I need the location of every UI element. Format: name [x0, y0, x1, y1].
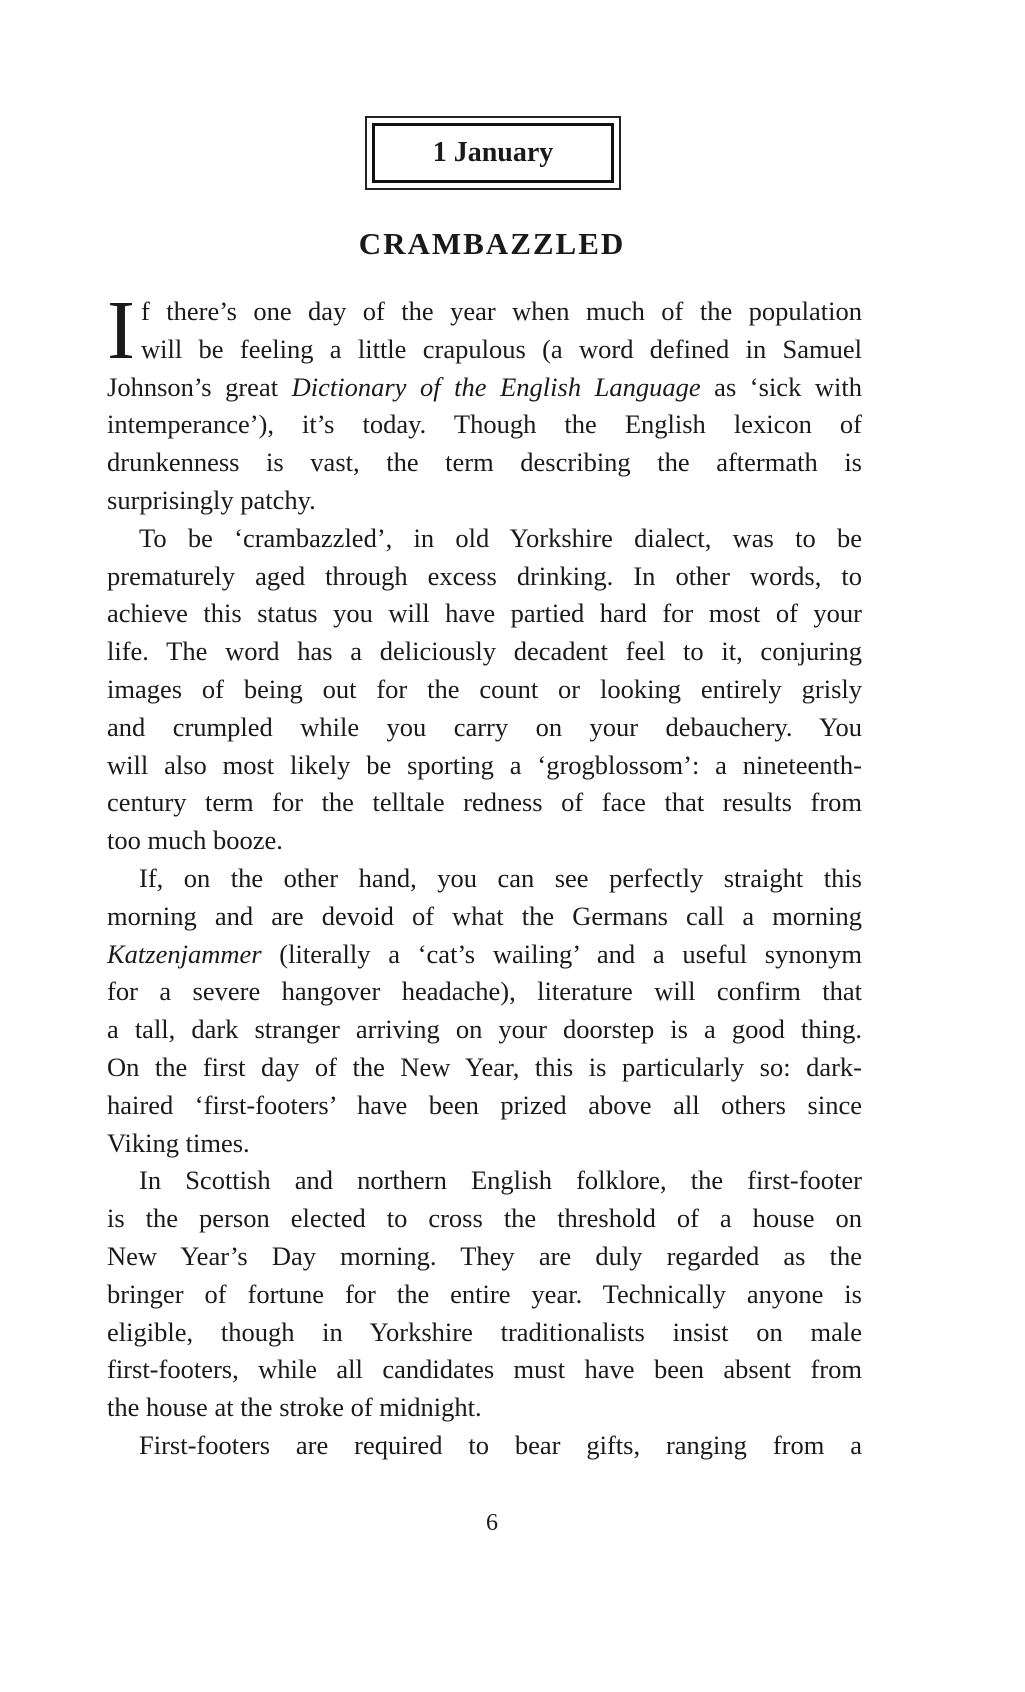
- text-line: [107, 293, 862, 331]
- text-span: In Scottish and northern English folklore, the first-footer: [139, 1165, 862, 1196]
- text-line: [107, 671, 862, 709]
- paragraph: [107, 284, 862, 520]
- text-span: and crumpled while you carry on your debauchery. You: [107, 711, 862, 742]
- text-span: the house at the stroke of midnight.: [107, 1392, 482, 1423]
- text-span: morning and are devoid of what the Germans call a morning: [107, 900, 862, 931]
- text-line: [107, 1200, 862, 1238]
- text-span: surprisingly patchy.: [107, 484, 316, 515]
- italic-text: Dictionary of the English Language: [291, 371, 701, 402]
- text-line: [107, 936, 862, 974]
- text-line: [107, 822, 862, 860]
- italic-text: Katzenjammer: [107, 938, 262, 969]
- text-span: is the person elected to cross the threshold of a house on: [107, 1203, 862, 1234]
- text-span: intemperance’), it’s today. Though the English lexicon of: [107, 409, 862, 440]
- paragraph: [107, 860, 862, 1162]
- page-number: 6: [486, 1510, 498, 1536]
- text-line: [107, 1125, 862, 1163]
- text-line: [107, 482, 862, 520]
- text-line: [107, 709, 862, 747]
- text-span: drunkenness is vast, the term describing the aftermath is: [107, 447, 862, 478]
- text-line: [107, 406, 862, 444]
- text-line: [107, 331, 862, 369]
- text-line: [107, 1389, 862, 1427]
- paragraph: [107, 1427, 862, 1465]
- entry-title: CRAMBAZZLED: [358, 226, 626, 261]
- text-line: [107, 1238, 862, 1276]
- text-span: Viking times.: [107, 1127, 250, 1158]
- text-span: bringer of fortune for the entire year. Technically anyone is: [107, 1278, 862, 1309]
- text-span: as ‘sick with: [700, 371, 862, 402]
- text-line: [107, 1276, 862, 1314]
- text-span: first-footers, while all candidates must have been absent from: [107, 1354, 862, 1385]
- text-line: [107, 1427, 862, 1465]
- text-span: haired ‘first-footers’ have been prized above all others since: [107, 1089, 862, 1120]
- text-line: [107, 860, 862, 898]
- text-line: [107, 1162, 862, 1200]
- date-heading: 1 January: [372, 123, 614, 183]
- text-span: for a severe hangover headache), literature will confirm that: [107, 976, 862, 1007]
- text-line: [107, 520, 862, 558]
- text-span: images of being out for the count or looking entirely grisly: [107, 673, 862, 704]
- text-span: achieve this status you will have partied hard for most of your: [107, 598, 862, 629]
- text-line: [107, 973, 862, 1011]
- text-span: will also most likely be sporting a ‘grogblossom’: a nineteenth-: [107, 749, 862, 780]
- text-span: life. The word has a deliciously decadent feel to it, conjuring: [107, 636, 862, 667]
- text-line: [107, 369, 862, 407]
- text-span: To be ‘crambazzled’, in old Yorkshire dialect, was to be: [139, 522, 862, 553]
- text-line: [107, 747, 862, 785]
- text-span: century term for the telltale redness of face that results from: [107, 787, 862, 818]
- text-span: too much booze.: [107, 825, 283, 856]
- text-line: [107, 1049, 862, 1087]
- text-span: f there’s one day of the year when much of the population: [141, 296, 862, 326]
- text-span: prematurely aged through excess drinking. In other words, to: [107, 560, 862, 591]
- text-span: First-footers are required to bear gifts, ranging from a: [139, 1429, 862, 1460]
- text-line: [107, 1351, 862, 1389]
- text-line: [107, 1314, 862, 1352]
- text-span: Johnson’s great: [107, 371, 292, 402]
- text-span: (literally a ‘cat’s wailing’ and a useful synonym: [261, 938, 862, 969]
- text-line: [107, 784, 862, 822]
- drop-cap: I: [107, 284, 135, 377]
- text-line: [107, 898, 862, 936]
- text-span: a tall, dark stranger arriving on your doorstep is a good thing.: [107, 1014, 862, 1045]
- body-text: [107, 284, 862, 1465]
- text-span: On the first day of the New Year, this is particularly so: dark-: [107, 1051, 862, 1082]
- text-line: [107, 633, 862, 671]
- text-line: [107, 1087, 862, 1125]
- text-span: New Year’s Day morning. They are duly regarded as the: [107, 1240, 862, 1271]
- text-span: eligible, though in Yorkshire traditionalists insist on male: [107, 1316, 862, 1347]
- text-line: [107, 1011, 862, 1049]
- paragraph: [107, 1162, 862, 1427]
- paragraph: [107, 520, 862, 860]
- date-frame: [365, 116, 621, 190]
- text-line: [107, 558, 862, 596]
- text-span: will be feeling a little crapulous (a word defined in Samuel: [141, 333, 862, 364]
- text-span: If, on the other hand, you can see perfectly straight this: [139, 862, 862, 893]
- text-line: [107, 595, 862, 633]
- text-line: [107, 444, 862, 482]
